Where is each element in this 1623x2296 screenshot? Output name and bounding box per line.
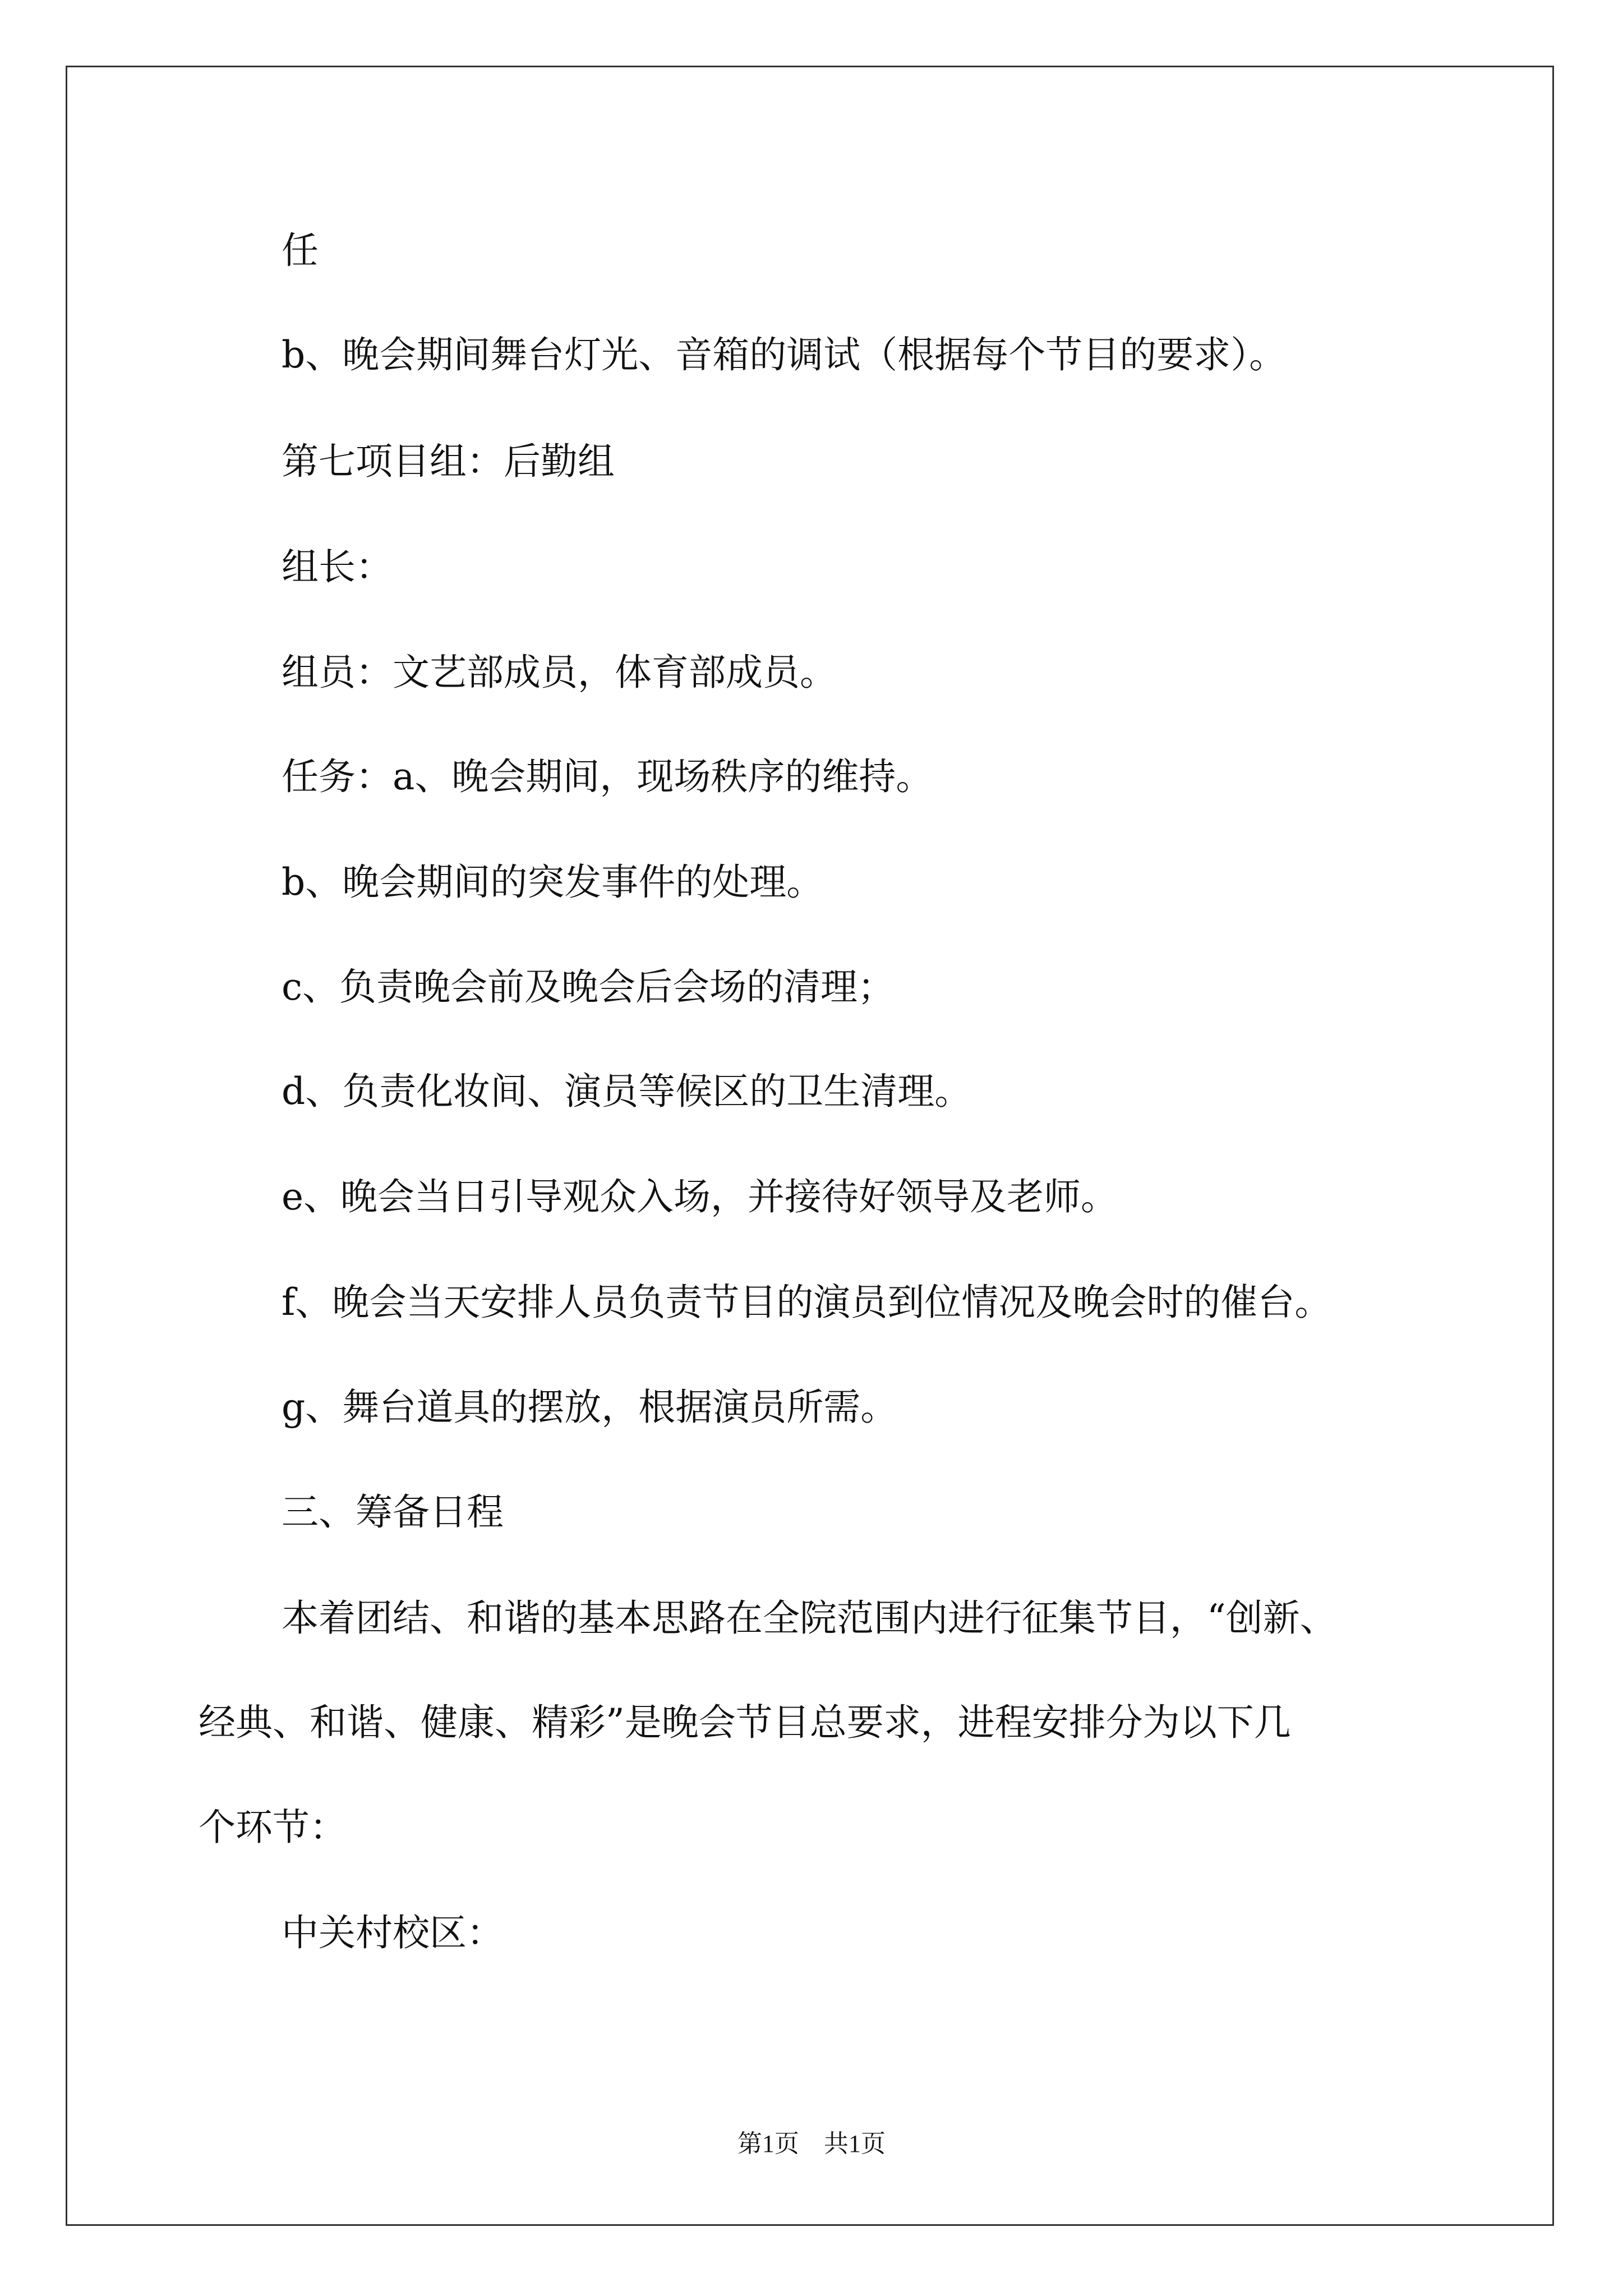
paragraph-line: 个环节： (199, 1806, 347, 1849)
paragraph-line: 任务：a、晚会期间，现场秩序的维持。 (282, 755, 933, 798)
paragraph-line: f、晚会当天安排人员负责节目的演员到位情况及晚会时的催台。 (282, 1281, 1332, 1324)
paragraph-line: g、舞台道具的摆放，根据演员所需。 (282, 1386, 898, 1429)
paragraph-line: 本着团结、和谐的基本思路在全院范围内进行征集节目，“创新、 (282, 1596, 1337, 1640)
paragraph-line: b、晚会期间的突发事件的处理。 (282, 861, 824, 904)
section-heading: 三、筹备日程 (282, 1490, 504, 1534)
page-border (66, 66, 1554, 2226)
paragraph-line: e、晚会当日引导观众入场，并接待好领导及老师。 (282, 1175, 1118, 1218)
page-footer: 第1页 共1页 (737, 2130, 886, 2157)
paragraph-line: c、负责晚会前及晚会后会场的清理； (282, 965, 895, 1009)
section-heading: 第七项目组：后勤组 (282, 440, 615, 483)
paragraph-line: 组员：文艺部成员，体育部成员。 (282, 651, 837, 694)
paragraph-line: 经典、和谐、健康、精彩”是晚会节目总要求，进程安排分为以下几 (199, 1701, 1291, 1744)
paragraph-line: d、负责化妆间、演员等候区的卫生清理。 (282, 1070, 972, 1113)
paragraph-line: 中关村校区： (282, 1911, 504, 1954)
paragraph-line: b、晚会期间舞台灯光、音箱的调试（根据每个节目的要求）。 (282, 333, 1287, 376)
paragraph-line: 组长： (282, 545, 393, 588)
paragraph-line: 任 (282, 229, 319, 272)
